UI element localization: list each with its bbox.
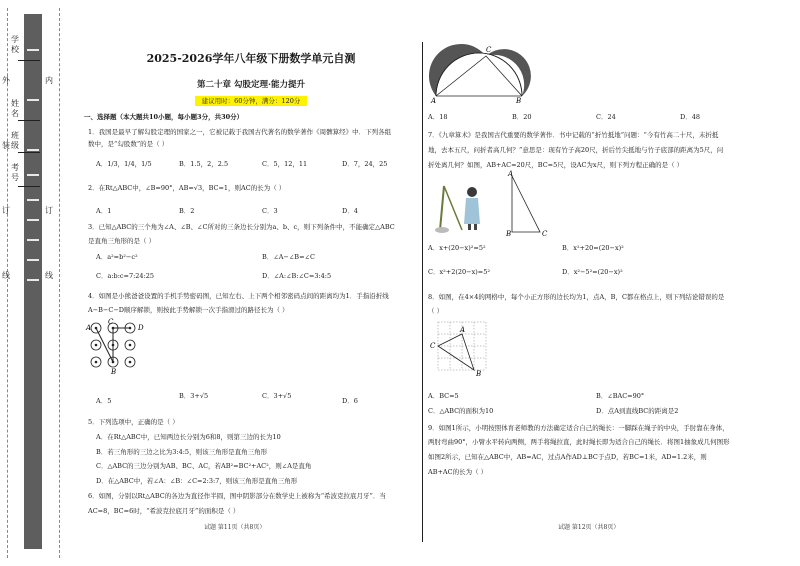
right-page <box>428 0 778 566</box>
q4-label-d: D <box>138 324 144 332</box>
q6-label-a: A <box>431 97 437 105</box>
school-blank <box>18 60 40 61</box>
right-footer: 试题 第12页（共8页） <box>558 524 620 531</box>
q5-option-c: C．△ABC的三边分别为AB、BC、AC，若AB²=BC²+AC²，则∠A是直角 <box>96 462 312 470</box>
q7-option-b: B．x²+20=(20−x)² <box>562 244 624 252</box>
q1-option-d: D．7，24，25 <box>342 160 388 168</box>
q7-label-a: A <box>508 170 514 178</box>
q6-text: 6．如图，分别以Rt△ABC的各边为直径作半圆，图中阴影部分在数学史上被称为“希波克拉底月牙”．当 <box>88 492 386 500</box>
label-ding-left: 订 <box>2 206 10 215</box>
q7-text-c: 折处离几何？如图，AB+AC=20尺，BC=5尺，设AC为x尺，则下列方程正确的是（ ） <box>428 161 684 169</box>
q4-option-b: B．3+√5 <box>179 392 209 400</box>
label-xing: 姓 <box>11 99 19 108</box>
q7-option-c: C．x²+2(20−x)=5² <box>428 268 490 276</box>
q2-text: 2．在Rt△ABC中，∠B=90°，AB=√3，BC=1，则AC的长为（ ） <box>88 184 286 192</box>
label-kao: 考 <box>11 163 19 172</box>
q2-option-a: A．1 <box>96 207 112 215</box>
q8-option-a: A．BC=5 <box>428 392 459 400</box>
binding-dash-left <box>7 8 8 558</box>
q9-text-d: AB+AC的长为（ ） <box>428 468 488 476</box>
q9-text-c: 如图2所示，已知在△ABC中，AB=AC，过点A作AD⊥BC于点D，若BC=1米，AD=1.2米，则 <box>428 453 707 461</box>
label-ding-right: 订 <box>45 206 53 215</box>
binding-gray-strip <box>24 14 42 549</box>
exam-title: 2025-2026学年八年级下册数学单元自测 <box>146 52 356 65</box>
label-xue: 学 <box>11 35 19 44</box>
q1-option-a: A．1/3，1/4，1/5 <box>96 160 152 168</box>
q6-figure <box>430 46 532 104</box>
section-1-heading: 一、选择题（本大题共10小题，每小题3分，共30分） <box>84 113 244 121</box>
q9-text-b: 两肘弯曲90°，小臂水平转向两侧，两手将绳拉直，此时绳长即为适合自己的绳长．将图1抽象成几何图形 <box>428 438 730 446</box>
q3-text: 3．已知△ABC的三个角为∠A、∠B、∠C所对的三条边长分别为a、b、c，则下列条件中，不能确定△ABC <box>88 223 395 231</box>
q4-option-d: D．6 <box>342 397 358 405</box>
q6-label-b: B <box>516 97 522 105</box>
q9-text: 9．如图1所示，小明按照体育老师教的方法确定适合自己的绳长：一脚踩在绳子的中央，手肘靠在身体， <box>428 424 729 432</box>
label-ji: 级 <box>11 141 19 150</box>
q7-option-a: A．x+(20−x)²=5² <box>428 244 486 252</box>
q1-option-b: B．1.5，2，2.5 <box>179 160 229 168</box>
q4-text-b: A−B−C−D顺序解锁，则按此手势解锁一次手指滑过的路径长为（ ） <box>88 306 289 314</box>
label-nei: 内 <box>45 76 53 85</box>
q8-text: 8．如图，在4×4的网格中，每个小正方形的边长均为1，点A，B，C都在格点上，则下列结论错误的是 <box>428 293 725 301</box>
page-divider <box>422 42 423 542</box>
q3-option-c: C．a:b:c=7:24:25 <box>96 272 155 280</box>
left-page <box>84 0 418 566</box>
q5-option-b: B．若三角形的三边之比为3:4:5，则该三角形是直角三角形 <box>96 448 268 456</box>
q2-option-c: C．3 <box>262 207 278 215</box>
q8-text-b: （ ） <box>428 307 444 315</box>
time-advice: 建议用时：60分钟，满分：120分 <box>195 96 307 106</box>
q6-option-a: A．18 <box>428 113 448 121</box>
label-ming: 名 <box>11 109 19 118</box>
q7-text-b: 地，去本五尺，问折者高几何？”意思是：现有竹子高20尺，折后竹尖抵地与竹子底部的距离为5尺，问 <box>428 146 724 154</box>
q5-option-d: D．在△ABC中，若∠A：∠B：∠C=2:3:7，则该三角形是直角三角形 <box>96 477 298 485</box>
q8-option-d: D．点A到直线BC的距离是2 <box>596 407 679 415</box>
q4-label-c: C <box>108 318 114 326</box>
q7-option-d: D．x²−5²=(20−x)² <box>562 268 623 276</box>
q1-option-c: C．5，12，11 <box>262 160 308 168</box>
q3-option-b: B．∠A−∠B=∠C <box>262 253 315 261</box>
q8-option-b: B．∠BAC=90° <box>596 392 645 400</box>
q2-option-d: D．4 <box>342 207 358 215</box>
q4-text: 4．如图是小熊爸爸设置的手机手势密码图，已知左右、上下两个相邻密码点间的距离均为1．手指沿折线 <box>88 292 389 300</box>
chapter-subtitle: 第二十章 勾股定理·能力提升 <box>197 80 305 90</box>
q1-text: 1．我国是最早了解勾股定理的国家之一，它被记载于我国古代著名的数学著作《周髀算经》中．下列各组 <box>88 128 392 136</box>
q8-label-c: C <box>430 342 436 350</box>
label-hao: 号 <box>11 173 19 182</box>
q8-figure <box>430 318 494 378</box>
q1-text-b: 数中，是“勾股数”的是（ ） <box>88 140 169 148</box>
left-footer: 试题 第11页（共8页） <box>204 524 266 531</box>
q3-text-b: 是直角三角形的是（ ） <box>88 237 156 245</box>
label-zhuang: 装 <box>2 141 10 150</box>
q3-option-d: D．∠A:∠B:∠C=3:4:5 <box>262 272 332 280</box>
q7-figure <box>432 172 552 236</box>
q4-label-a: A <box>86 324 92 332</box>
number-blank <box>18 186 40 187</box>
bamboo-illustration <box>435 186 480 233</box>
q6-option-b: B．20 <box>512 113 532 121</box>
q8-label-b: B <box>476 370 482 378</box>
q8-label-a: A <box>460 326 466 334</box>
q7-label-b: B <box>506 230 512 238</box>
q6-text-b: AC=8，BC=6时，“希波克拉底月牙”的面积是（ ） <box>88 507 240 515</box>
q7-label-c: C <box>542 230 548 238</box>
name-blank <box>18 120 40 121</box>
q5-text: 5．下列选项中，正确的是（ ） <box>88 418 179 426</box>
q2-option-b: B．2 <box>179 207 195 215</box>
q8-option-c: C．△ABC的面积为10 <box>428 407 494 415</box>
q4-option-c: C．3+√5 <box>262 392 292 400</box>
q4-label-b: B <box>111 368 117 376</box>
label-wai: 外 <box>2 76 10 85</box>
binding-margin <box>0 0 68 566</box>
q4-figure <box>86 318 152 380</box>
class-blank <box>18 152 40 153</box>
binding-dash-right <box>59 8 60 558</box>
q7-text: 7．《九章算术》是我国古代重要的数学著作．书中记载的“折竹抵地”问题：“今有竹高二十尺，末折抵 <box>428 131 719 139</box>
q5-option-a: A．在Rt△ABC中，已知两边长分别为6和8，则第三边的长为10 <box>96 433 281 441</box>
label-xian-left: 线 <box>2 271 10 280</box>
label-xiao: 校 <box>11 45 19 54</box>
q6-option-d: D．48 <box>680 113 700 121</box>
q6-option-c: C．24 <box>596 113 616 121</box>
q3-option-a: A．a²=b²−c² <box>96 253 138 261</box>
q4-option-a: A．5 <box>96 397 112 405</box>
label-xian-right: 线 <box>45 271 53 280</box>
label-ban: 班 <box>11 131 19 140</box>
q6-label-c: C <box>486 46 492 54</box>
